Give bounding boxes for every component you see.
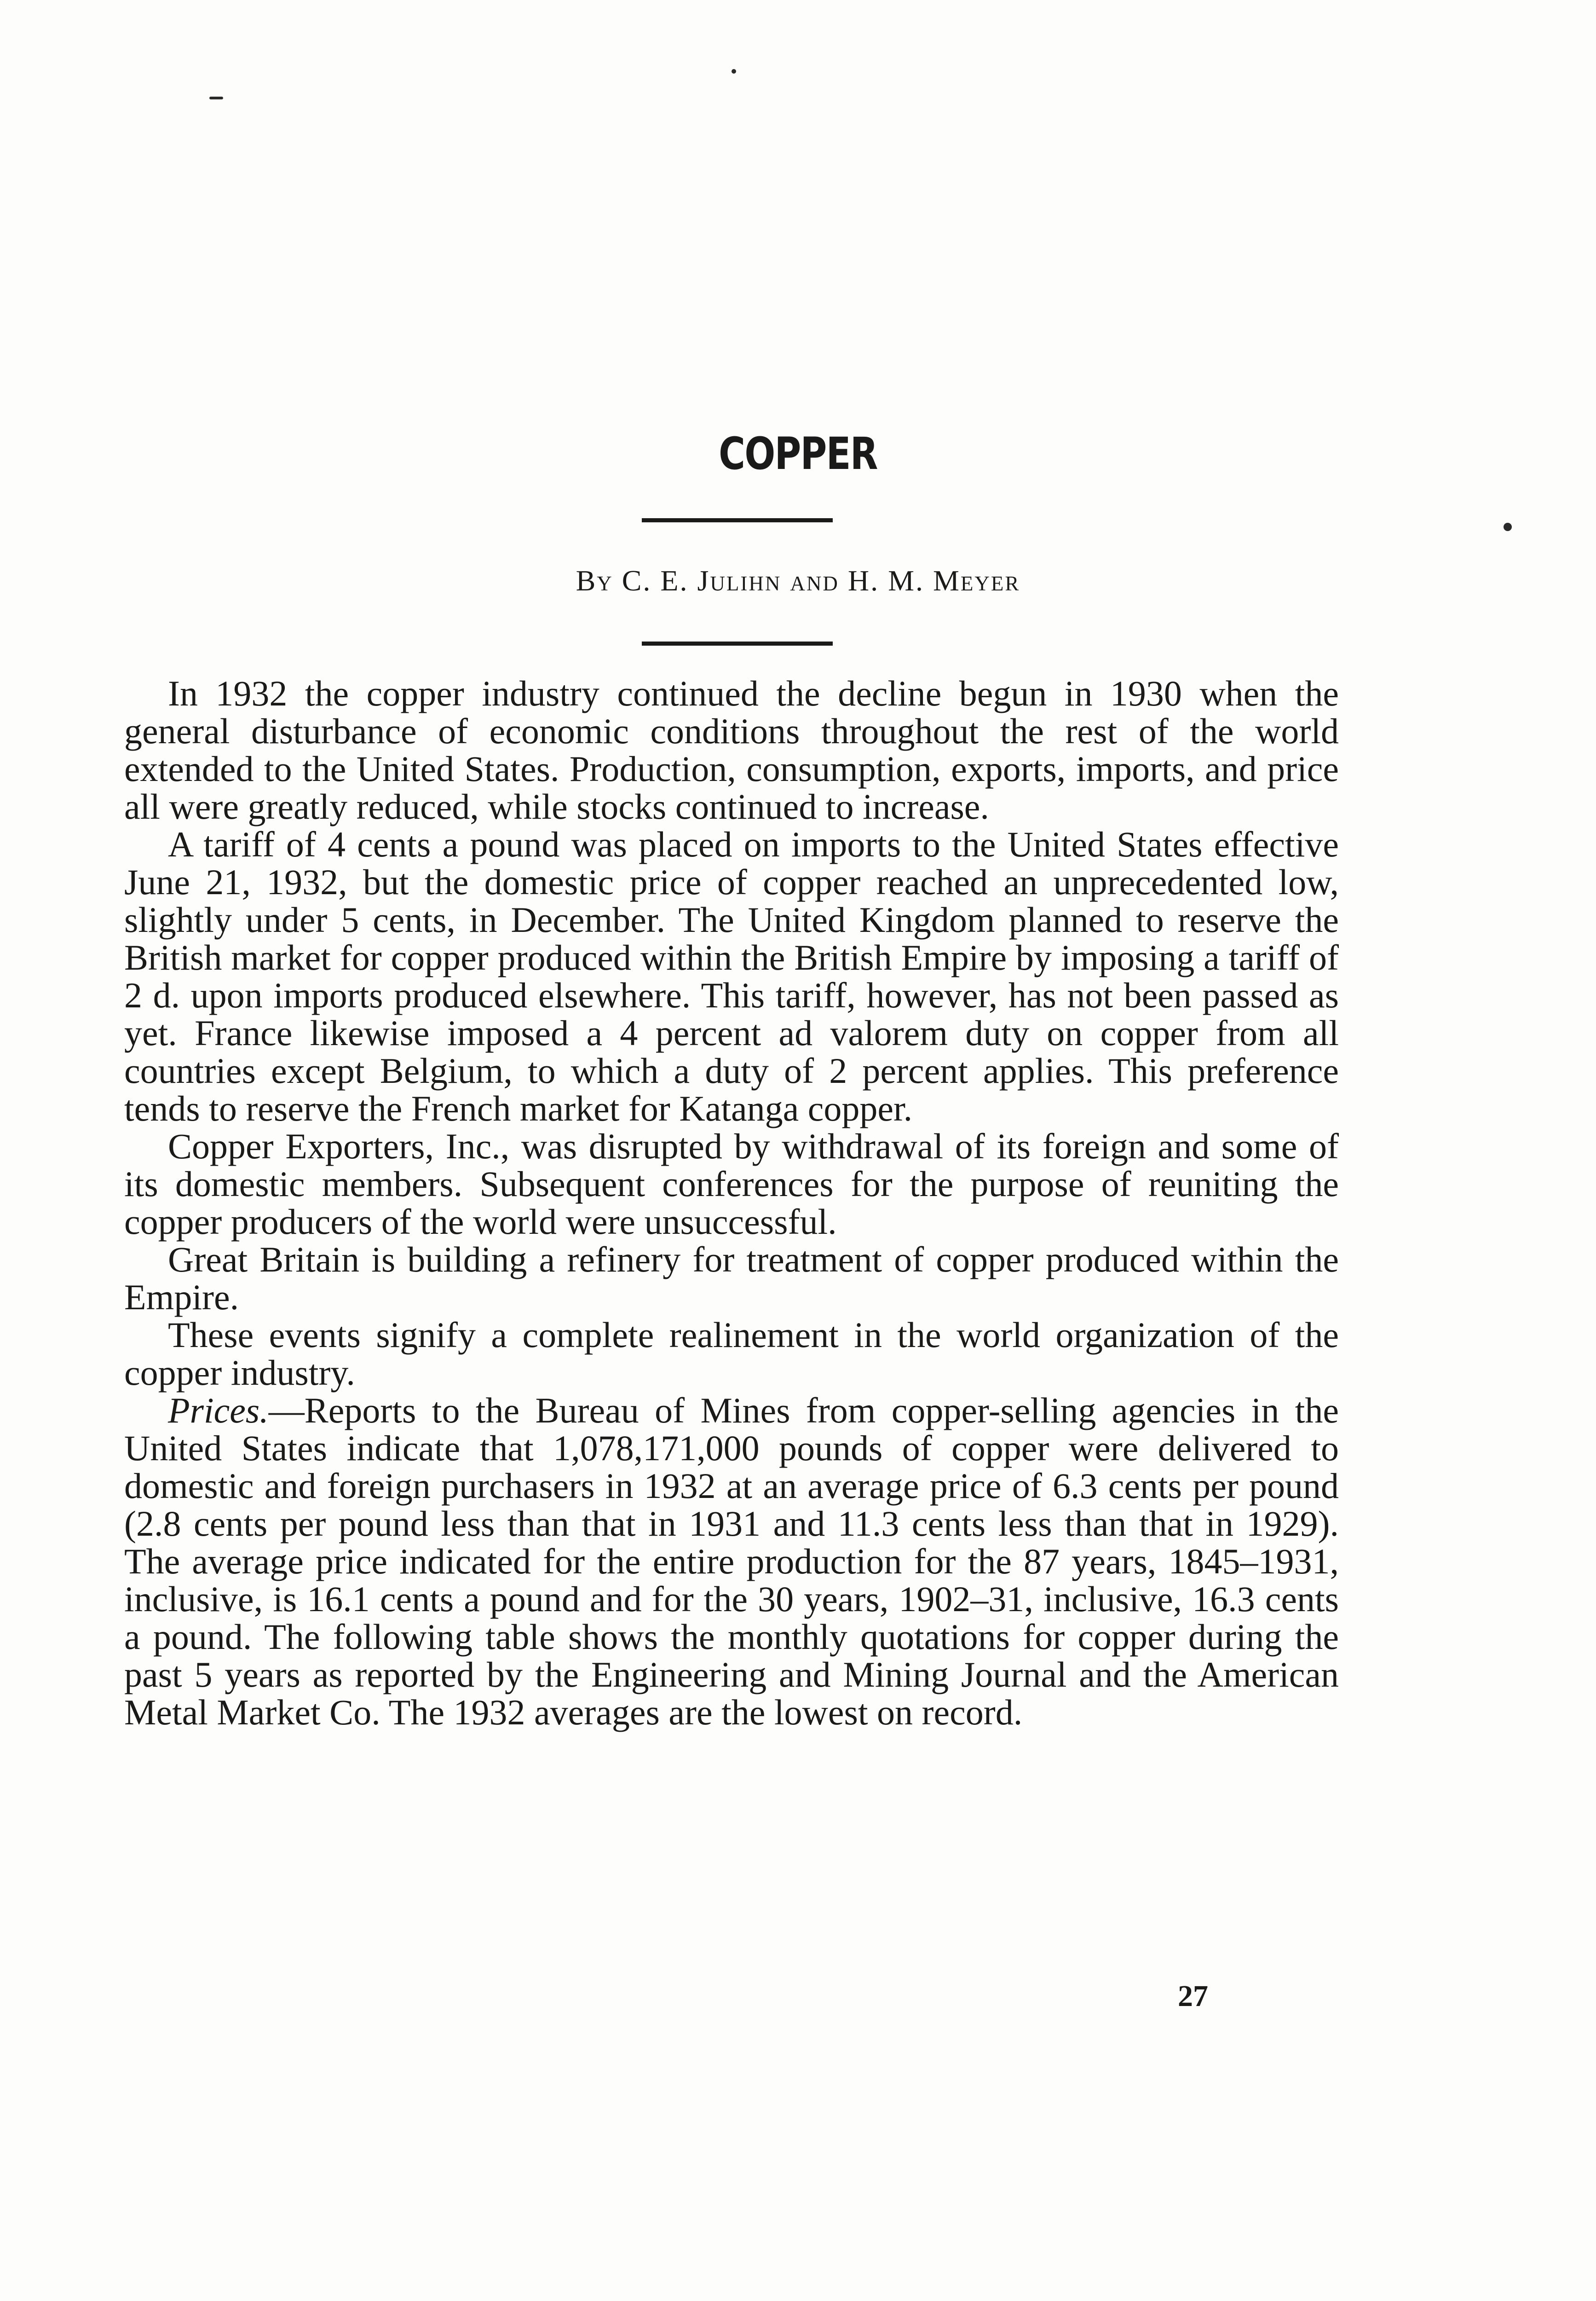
- article-body: [124, 675, 1339, 1731]
- prices-paragraph: [124, 1392, 1339, 1731]
- prices-lead: Prices.: [168, 1390, 269, 1430]
- page-title: COPPER: [719, 428, 877, 480]
- page-number: 27: [1178, 1979, 1208, 2013]
- paragraph: A tariff of 4 cents a pound was placed on imports to the United States effective June 21, 1932, but the domestic price of copper reached an unprecedented low, slightly under 5 cents, in December. The United Kingdom planned to reserve the British market for copper produced within the British Empire by imposing a tariff of 2 d. upon imports produced elsewhere. This tariff, however, has not been passed as yet. France likewise imposed a 4 percent ad valorem duty on copper from all countries except Belgium, to which a duty of 2 percent applies. This preference tends to reserve the French market for Katanga copper.: [124, 824, 1339, 1128]
- byline: By C. E. Julihn and H. M. Meyer: [576, 564, 1020, 597]
- scan-speck: [1504, 523, 1512, 531]
- title-rule: [642, 518, 833, 522]
- scan-speck: [732, 69, 736, 74]
- paragraph: Copper Exporters, Inc., was disrupted by withdrawal of its foreign and some of its domestic members. Subsequent conferences for the purpose of reuniting the copper producers of the world were unsuccessful.: [124, 1126, 1339, 1242]
- paragraph: In 1932 the copper industry continued the decline begun in 1930 when the general disturbance of economic conditions throughout the rest of the world extended to the United States. Production, consumption, exports, imports, and price all were greatly reduced, while stocks continued to increase.: [124, 673, 1339, 827]
- paragraph: Great Britain is building a refinery for treatment of copper produced within the Empire.: [124, 1239, 1339, 1317]
- byline-rule: [642, 642, 833, 646]
- scan-speck: [209, 97, 223, 99]
- prices-text: —Reports to the Bureau of Mines from copper-selling agencies in the United States indicate that 1,078,171,000 pounds of copper were delivered to domestic and foreign purchasers in 1932 at an average price of 6.3 cents per pound (2.8 cents per pound less than that in 1931 and 11.3 cents less than that in 1929). The average price indicated for the entire production for the 87 years, 1845–1931, inclusive, is 16.1 cents a pound and for the 30 years, 1902–31, inclusive, 16.3 cents a pound. The following table shows the monthly quotations for copper during the past 5 years as reported by the Engineering and Mining Journal and the American Metal Market Co. The 1932 averages are the lowest on record.: [124, 1390, 1339, 1732]
- paragraph: These events signify a complete realinement in the world organization of the copper industry.: [124, 1315, 1339, 1393]
